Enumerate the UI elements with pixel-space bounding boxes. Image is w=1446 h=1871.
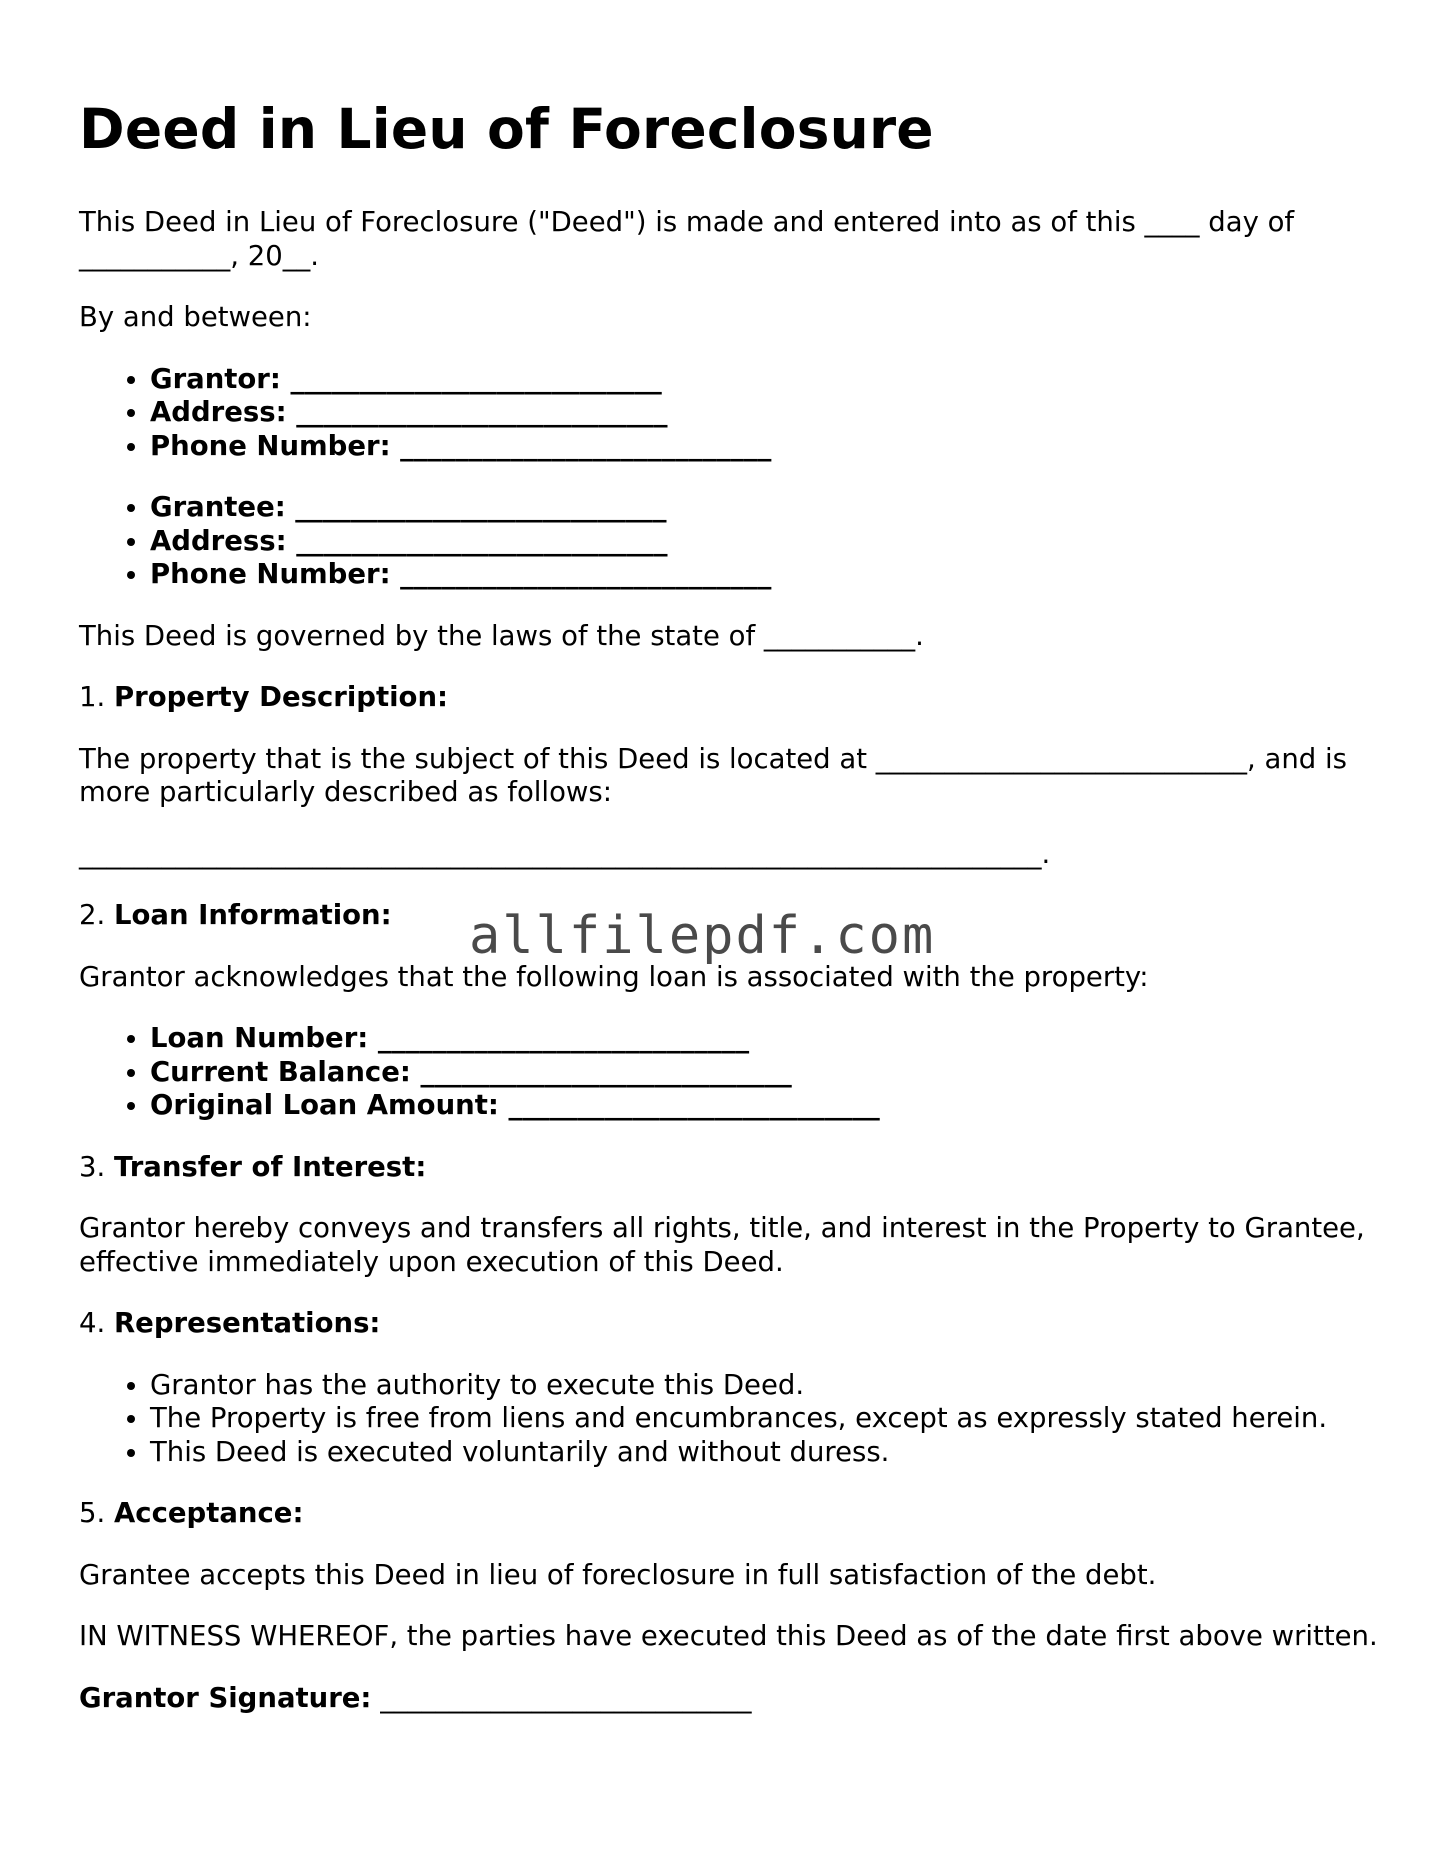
witness-text: IN WITNESS WHEREOF, the parties have executed this Deed as of the date first above written. <box>79 1620 1378 1652</box>
between-label: By and between: <box>79 301 312 333</box>
section-5-heading: 5. Acceptance: <box>79 1497 304 1529</box>
grantee-name-field[interactable]: • Grantee: ___________________________ <box>150 491 1379 525</box>
loan-intro: Grantor acknowledges that the following loan is associated with the property: <box>79 960 1149 993</box>
section-1-heading: 1. Property Description: <box>79 681 449 713</box>
grantor-fields-list <box>79 363 1379 464</box>
intro-paragraph: This Deed in Lieu of Foreclosure ("Deed") is made and entered into as of this ____ day of ___________, 20__. <box>79 206 1295 272</box>
original-loan-amount-field[interactable]: • Original Loan Amount: ___________________________ <box>150 1089 1379 1123</box>
section-2-heading: 2. Loan Information: <box>79 899 392 931</box>
document-title: Deed in Lieu of Foreclosure <box>79 97 934 161</box>
section-3-heading: 3. Transfer of Interest: <box>79 1150 427 1183</box>
representation-item: • This Deed is executed voluntarily and without duress. <box>150 1436 1379 1470</box>
loan-fields-list <box>79 1022 1379 1123</box>
grantor-name-field[interactable]: • Grantor: ___________________________ <box>150 363 1379 397</box>
transfer-text: Grantor hereby conveys and transfers all rights, title, and interest in the Property to Grantee, effective immediately upon execution of this Deed. <box>79 1212 1365 1278</box>
grantor-signature-line[interactable]: Grantor Signature: ___________________________ <box>79 1681 752 1714</box>
representation-item: • The Property is free from liens and encumbrances, except as expressly stated herein. <box>150 1402 1379 1436</box>
representation-item: • Grantor has the authority to execute this Deed. <box>150 1369 1379 1403</box>
grantor-phone-field[interactable]: • Phone Number: ___________________________ <box>150 430 1379 464</box>
property-description-blank[interactable]: ______________________________________________________________________. <box>79 837 1051 870</box>
loan-number-field[interactable]: • Loan Number: ___________________________ <box>150 1022 1379 1056</box>
grantor-address-field[interactable]: • Address: ___________________________ <box>150 396 1379 430</box>
section-4-heading: 4. Representations: <box>79 1307 381 1339</box>
property-text: The property that is the subject of this Deed is located at ___________________________, and is more particularly described as follows: <box>79 742 1347 808</box>
governing-law: This Deed is governed by the laws of the state of ___________. <box>79 619 924 652</box>
grantee-address-field[interactable]: • Address: ___________________________ <box>150 525 1379 559</box>
grantee-phone-field[interactable]: • Phone Number: ___________________________ <box>150 558 1379 592</box>
grantee-fields-list <box>79 491 1379 592</box>
watermark: allfilepdf.com <box>469 906 936 966</box>
current-balance-field[interactable]: • Current Balance: ___________________________ <box>150 1056 1379 1090</box>
acceptance-text: Grantee accepts this Deed in lieu of foreclosure in full satisfaction of the debt. <box>79 1558 1157 1591</box>
representations-list <box>79 1369 1379 1470</box>
